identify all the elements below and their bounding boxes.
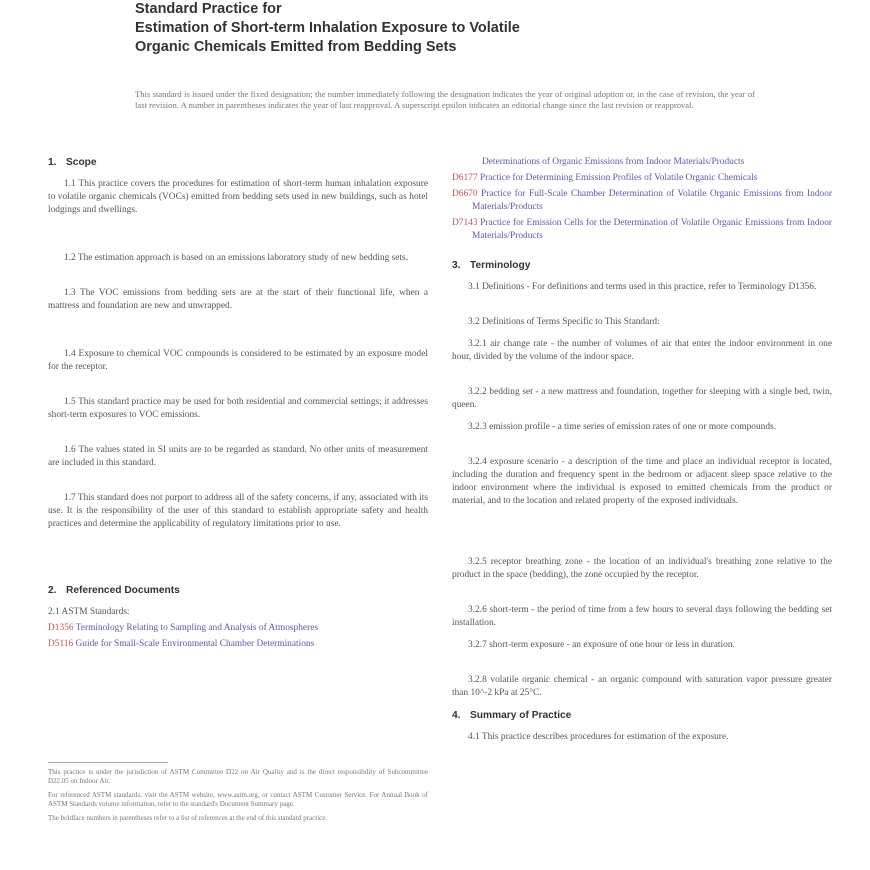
- paragraph: 3.2.1 air change rate - the number of volumes of air that enter the indoor environment in one hour, divided by the volume of the indoor space.: [452, 339, 832, 362]
- section-heading-referenced-documents: [48, 584, 428, 597]
- section-number: 2.: [48, 585, 57, 596]
- reference-text[interactable]: Guide for Small-Scale Environmental Chamber Determinations: [75, 639, 315, 649]
- section-heading-terminology: [452, 259, 832, 272]
- footnote: This practice is under the jurisdiction of ASTM Committee D22 on Air Quality and is the direct responsibility of Subcommittee D22.05 on Indoor Air.: [48, 768, 428, 785]
- title-line-3: Organic Chemicals Emitted from Bedding Sets: [135, 39, 457, 55]
- paragraph: 1.1 This practice covers the procedures for estimation of short-term human inhalation exposure to volatile organic chemicals (VOCs) emitted from bedding sets used in new buildings, such as hotel lodgings and dwellings.: [48, 179, 428, 215]
- reference-item: [48, 606, 428, 619]
- section-title: Summary of Practice: [470, 710, 572, 721]
- reference-item[interactable]: [48, 622, 428, 635]
- paragraph: 3.2.2 bedding set - a new mattress and foundation, together for sleeping with a single bed, twin, queen.: [452, 387, 832, 410]
- reference-text[interactable]: Practice for Full-Scale Chamber Determination of Volatile Organic Emissions from Indoor Materials/Products: [472, 189, 833, 212]
- reference-text[interactable]: Terminology Relating to Sampling and Analysis of Atmospheres: [75, 623, 319, 633]
- paragraph: 1.2 The estimation approach is based on an emissions laboratory study of new bedding sets.: [64, 253, 409, 263]
- section-heading-scope: [48, 156, 428, 169]
- paragraph: 3.2.8 volatile organic chemical - an organic compound with saturation vapor pressure greater than 10^-2 kPa at 25°C.: [452, 675, 832, 698]
- reference-item[interactable]: [452, 156, 832, 169]
- issuance-note: This standard is issued under the fixed designation; the number immediately following the designation indicates the year of original adoption or, in the case of revision, the year of last revision. A number in parentheses indicates the year of last reapproval. A superscript epsilon indicates an editorial change since the last revision or reapproval.: [135, 89, 755, 110]
- paragraph: 4.1 This practice describes procedures for estimation of the exposure.: [468, 732, 729, 742]
- section-heading-summary: [452, 709, 832, 722]
- paragraph: 1.5 This standard practice may be used for both residential and commercial settings; it addresses short-term exposures to VOC emissions.: [48, 397, 428, 420]
- left-column: [48, 156, 428, 654]
- footnote-divider: [48, 762, 168, 763]
- paragraph: 3.2.3 emission profile - a time series of emission rates of one or more compounds.: [468, 422, 777, 432]
- section-title: Scope: [66, 157, 97, 168]
- reference-item[interactable]: [452, 217, 832, 243]
- reference-code[interactable]: D7143: [452, 218, 478, 228]
- paragraph: 1.6 The values stated in SI units are to be regarded as standard. No other units of measurement are included in this standard.: [48, 445, 428, 468]
- reference-code[interactable]: D6670: [452, 189, 478, 199]
- document-title: [135, 0, 755, 57]
- paragraph: 3.2.7 short-term exposure - an exposure of one hour or less in duration.: [468, 640, 735, 650]
- reference-text[interactable]: Practice for Determining Emission Profiles of Volatile Organic Chemicals: [479, 173, 758, 183]
- paragraph: 1.3 The VOC emissions from bedding sets are at the start of their functional life, when a mattress and foundation are new and unwrapped.: [48, 288, 428, 311]
- section-number: 4.: [452, 710, 461, 721]
- paragraph: 3.1 Definitions - For definitions and terms used in this practice, refer to Terminology D1356.: [468, 282, 817, 292]
- paragraph: 3.2.5 receptor breathing zone - the location of an individual's breathing zone relative to the product in the space (bedding), the zone occupied by the receptor.: [452, 557, 832, 580]
- section-number: 3.: [452, 260, 461, 271]
- reference-item[interactable]: [452, 188, 832, 214]
- reference-text: 2.1 ASTM Standards:: [48, 607, 130, 617]
- reference-code[interactable]: D5116: [48, 639, 74, 649]
- paragraph: 1.4 Exposure to chemical VOC compounds is considered to be estimated by an exposure model for the receptor.: [48, 349, 428, 372]
- section-title: Terminology: [470, 260, 531, 271]
- reference-item[interactable]: [452, 172, 832, 185]
- reference-text[interactable]: Practice for Emission Cells for the Determination of Volatile Organic Emissions from Indoor Materials/Products: [472, 218, 833, 241]
- reference-text[interactable]: Determinations of Organic Emissions from Indoor Materials/Products: [482, 157, 745, 167]
- title-line-1: Standard Practice for: [135, 1, 282, 17]
- footnote: For referenced ASTM standards, visit the ASTM website, www.astm.org, or contact ASTM Customer Service. For Annual Book of ASTM Standards volume information, refer to the standard's Document Summary page.: [48, 791, 428, 808]
- reference-code[interactable]: D6177: [452, 173, 478, 183]
- title-line-2: Estimation of Short-term Inhalation Exposure to Volatile: [135, 20, 520, 36]
- paragraph: 3.2.6 short-term - the period of time from a few hours to several days following the bedding set installation.: [452, 605, 832, 628]
- footnotes: [48, 768, 428, 828]
- section-number: 1.: [48, 157, 57, 168]
- reference-code[interactable]: D1356: [48, 623, 74, 633]
- footnote: The boldface numbers in parentheses refer to a list of references at the end of this standard practice.: [48, 814, 328, 822]
- section-title: Referenced Documents: [66, 585, 180, 596]
- right-column: [452, 156, 832, 753]
- paragraph: 3.2 Definitions of Terms Specific to This Standard:: [468, 317, 660, 327]
- reference-item[interactable]: [48, 638, 428, 651]
- paragraph: 1.7 This standard does not purport to address all of the safety concerns, if any, associated with its use. It is the responsibility of the user of this standard to establish appropriate safety and health practices and determine the applicability of regulatory limitations prior to use.: [48, 493, 428, 529]
- paragraph: 3.2.4 exposure scenario - a description of the time and place an individual receptor is located, including the duration and frequency spent in the bedroom or adjacent sleep space relative to the indoor environment where the individual is exposed to emitted chemicals from the product or material, and to the location and related property of the exposed individuals.: [452, 457, 832, 506]
